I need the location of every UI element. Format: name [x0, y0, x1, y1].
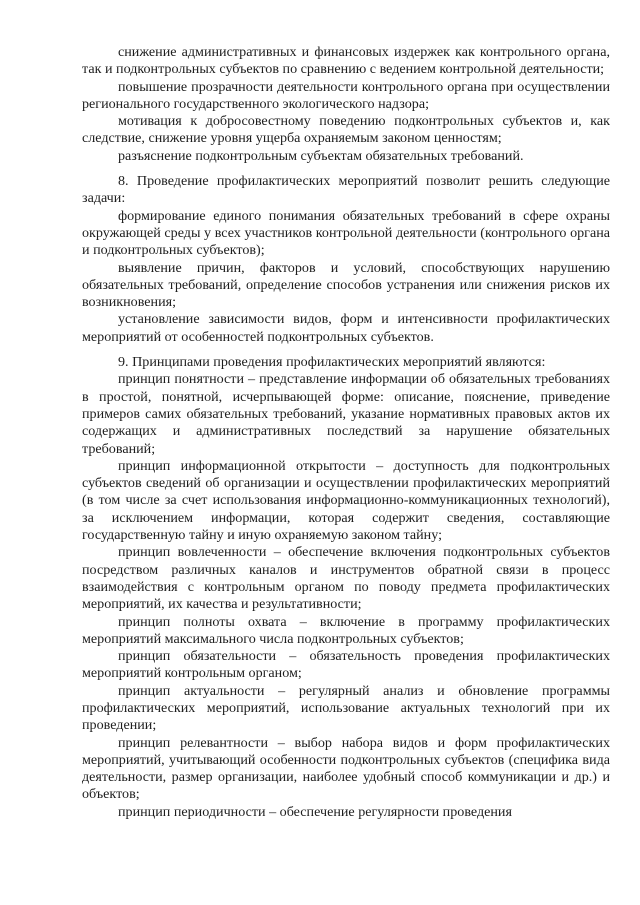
paragraph-task-causes: выявление причин, факторов и условий, способствующих нарушению обязательных требований, определение способов устранения или снижения рисков их возникновения;: [82, 259, 610, 311]
paragraph-task-dependency: установление зависимости видов, форм и интенсивности профилактических мероприятий от особенностей подконтрольных субъектов.: [82, 311, 610, 345]
paragraph-principle-involvement: принцип вовлеченности – обеспечение включения подконтрольных субъектов посредством различных каналов и инструментов обратной связи в процесс взаимодействия с контрольным органом по поводу предмета профилактических мероприятий, их качества и результативности;: [82, 544, 610, 613]
section-9-heading: 9. Принципами проведения профилактических мероприятий являются:: [118, 354, 546, 371]
paragraph-principle-coverage: принцип полноты охвата – включение в программу профилактических мероприятий максимального числа подконтрольных субъектов;: [82, 613, 610, 647]
paragraph-task-understanding: формирование единого понимания обязательных требований в сфере охраны окружающей среды у всех участников контрольной деятельности (контрольного органа и подконтрольных субъектов);: [82, 207, 610, 259]
paragraph-principle-clarity: принцип понятности – представление информации об обязательных требованиях в простой, понятной, исчерпывающей форме: описание, пояснение, приведение примеров самих обязательных требований, указание нормативных правовых актов их содержащих и административных последствий за нарушение обязательных требований;: [82, 371, 610, 457]
paragraph-objective-explanation: разъяснение подконтрольным субъектам обязательных требований.: [118, 147, 524, 164]
document-body: [82, 44, 610, 821]
paragraph-principle-openness: принцип информационной открытости – доступность для подконтрольных субъектов сведений об организации и осуществлении профилактических мероприятий (в том числе за счет использования информационно-коммуникационных технологий), за исключением информации, которая содержит сведения, составляющие государственную тайну и иную охраняемую законом тайну;: [82, 457, 610, 544]
paragraph-objective-transparency: повышение прозрачности деятельности контрольного органа при осуществлении регионального государственного экологического надзора;: [82, 78, 610, 112]
paragraph-objective-motivation: мотивация к добросовестному поведению подконтрольных субъектов и, как следствие, снижение уровня ущерба охраняемым законом ценностям;: [82, 113, 610, 147]
paragraph-principle-relevance-current: принцип актуальности – регулярный анализ и обновление программы профилактических мероприятий, использование актуальных технологий при их проведении;: [82, 682, 610, 734]
section-8-heading: 8. Проведение профилактических мероприятий позволит решить следующие задачи:: [82, 173, 610, 207]
paragraph-principle-periodicity: принцип периодичности – обеспечение регулярности проведения: [118, 803, 512, 820]
paragraph-objective-costs: снижение административных и финансовых издержек как контрольного органа, так и подконтрольных субъектов по сравнению с ведением контрольной деятельности;: [82, 44, 610, 78]
paragraph-principle-relevance: принцип релевантности – выбор набора видов и форм профилактических мероприятий, учитывающий особенности подконтрольных субъектов (специфика вида деятельности, размер организации, наиболее удобный способ коммуникации и др.) и объектов;: [82, 734, 610, 803]
paragraph-principle-obligation: принцип обязательности – обязательность проведения профилактических мероприятий контрольным органом;: [82, 648, 610, 682]
